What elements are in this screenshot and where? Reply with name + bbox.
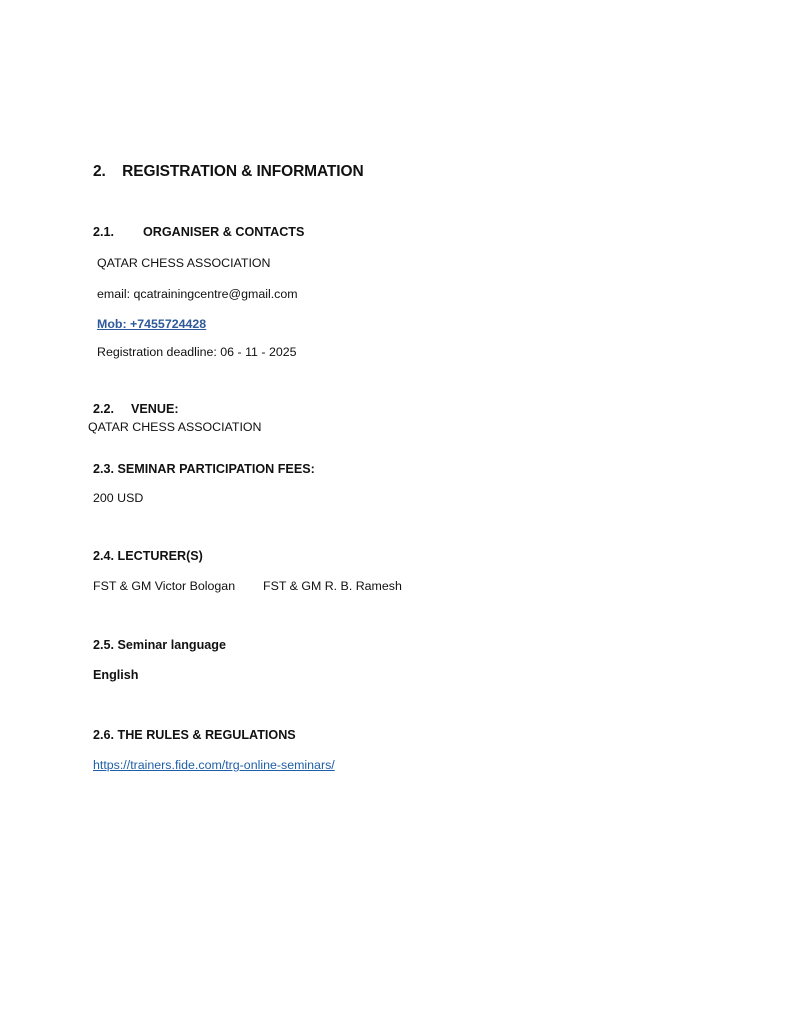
organiser-title: ORGANISER & CONTACTS: [143, 225, 305, 239]
lecturer-name: FST & GM Victor Bologan: [93, 579, 236, 593]
mobile-link[interactable]: Mob: +7455724428: [97, 317, 207, 331]
language-value: English: [93, 668, 139, 682]
rules-heading: 2.6. THE RULES & REGULATIONS: [93, 728, 296, 742]
section-title: REGISTRATION & INFORMATION: [122, 163, 364, 180]
organiser-number: 2.1.: [93, 225, 115, 239]
language-heading: 2.5. Seminar language: [93, 638, 226, 652]
lecturers-heading: 2.4. LECTURER(S): [93, 549, 203, 563]
venue-heading: [93, 402, 179, 416]
registration-deadline: Registration deadline: 06 - 11 - 2025: [97, 345, 297, 359]
venue-title: VENUE:: [131, 402, 179, 416]
organiser-email: email: qcatrainingcentre@gmail.com: [97, 287, 298, 301]
rules-link[interactable]: https://trainers.fide.com/trg-online-seminars/: [93, 758, 335, 772]
lecturer-name: FST & GM R. B. Ramesh: [263, 579, 402, 593]
venue-value: QATAR CHESS ASSOCIATION: [88, 420, 262, 434]
fees-heading: 2.3. SEMINAR PARTICIPATION FEES:: [93, 462, 315, 476]
section-heading: [93, 163, 364, 181]
section-number: 2.: [93, 163, 106, 180]
organiser-name: QATAR CHESS ASSOCIATION: [97, 256, 271, 270]
organiser-heading: [93, 225, 305, 239]
fees-value: 200 USD: [93, 491, 144, 505]
venue-number: 2.2.: [93, 402, 115, 416]
